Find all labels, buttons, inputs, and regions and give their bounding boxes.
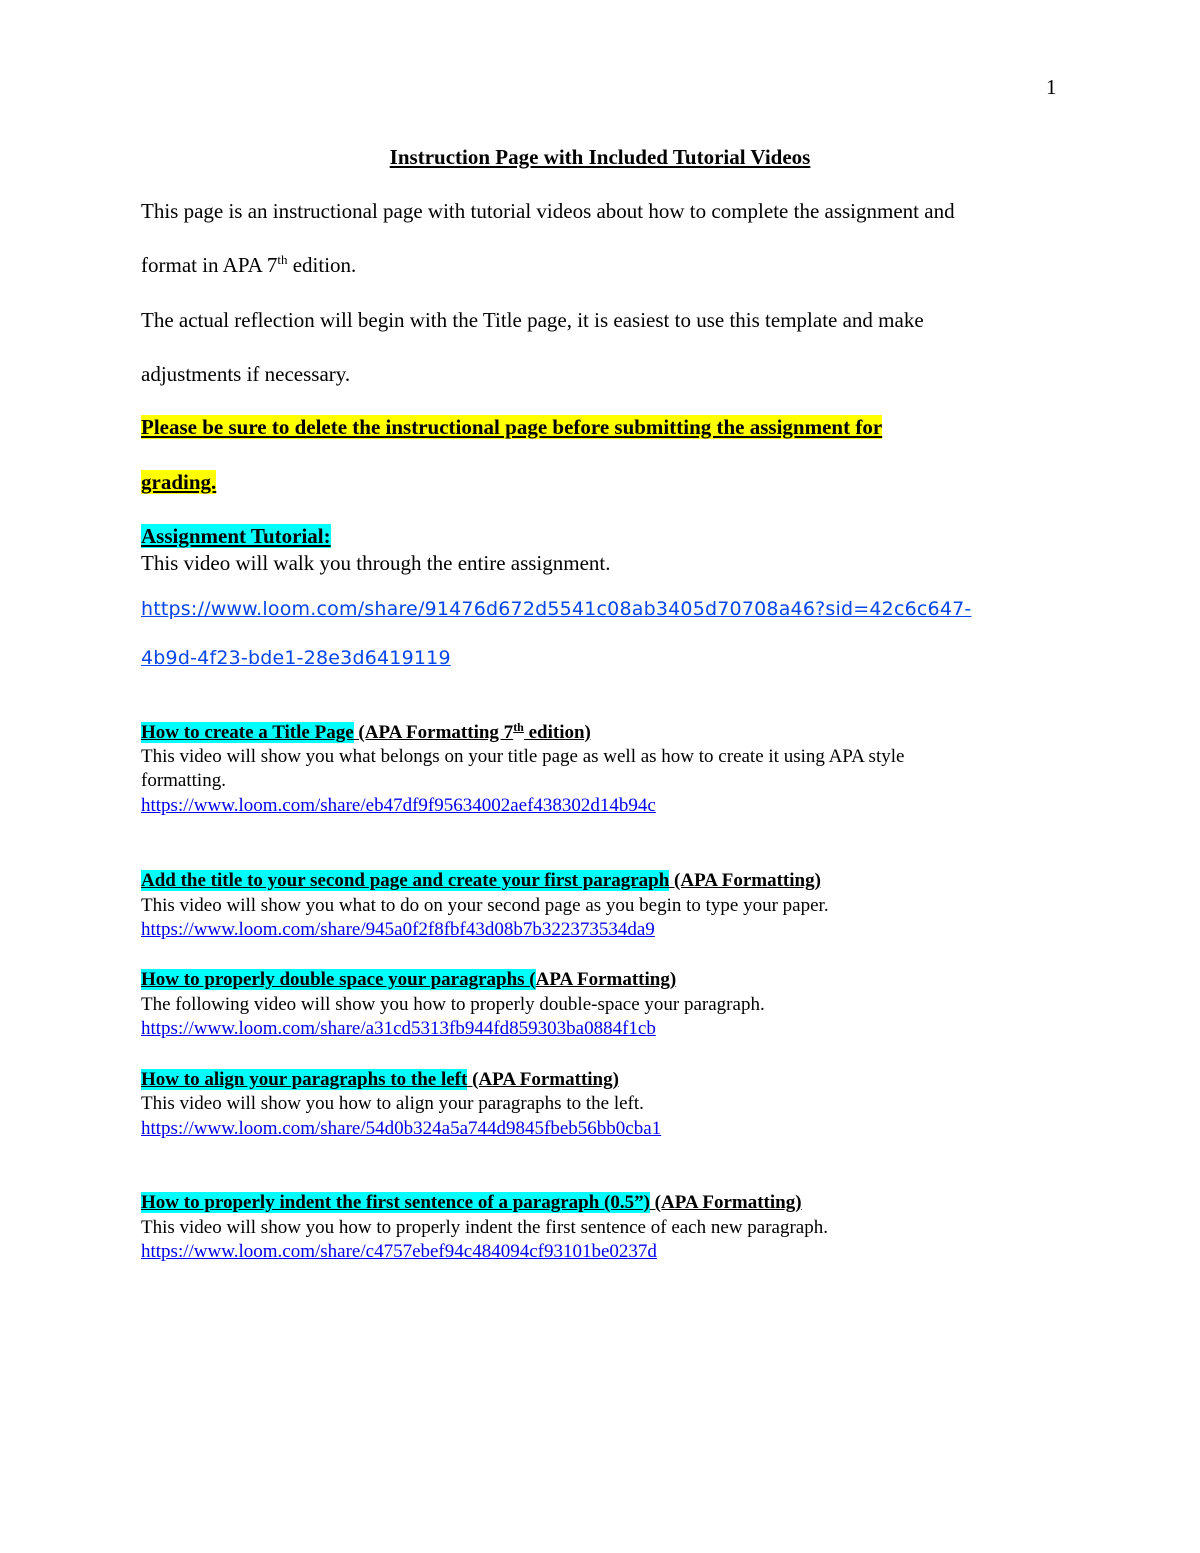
warning-text: Please be sure to delete the instructional page before submitting the assignment for	[141, 415, 883, 439]
tutorial-link-align-left[interactable]: https://www.loom.com/share/54d0b324a5a744d9845fbeb56bb0cba1	[141, 1118, 662, 1139]
tutorial-heading-highlight: How to create a Title Page	[141, 722, 354, 743]
assignment-tutorial-link-line-2[interactable]: 4b9d-4f23-bde1-28e3d6419119	[141, 647, 451, 669]
tutorial-heading-rest: (APA Formatting 7	[353, 722, 514, 743]
tutorial-description-line-2: formatting.	[141, 770, 226, 791]
page-number: 1	[1046, 75, 1057, 99]
warning-line-1	[141, 413, 882, 441]
tutorial-heading-double-space	[141, 968, 676, 992]
tutorial-heading-rest: (APA Formatting)	[467, 1069, 619, 1090]
intro-superscript: th	[277, 252, 288, 267]
tutorial-heading-rest: (APA Formatting)	[649, 1192, 802, 1213]
tutorial-heading-second-page	[141, 869, 821, 893]
assignment-tutorial-link-line-1[interactable]: https://www.loom.com/share/91476d672d5541c08ab3405d70708a46?sid=42c6c647-	[141, 598, 972, 620]
intro-text-end: edition.	[287, 253, 357, 277]
intro-text: format in APA 7	[141, 253, 278, 277]
reflection-line-1: The actual reflection will begin with the Title page, it is easiest to use this template and make	[141, 308, 924, 332]
page-title: Instruction Page with Included Tutorial Videos	[389, 145, 811, 169]
tutorial-heading-highlight: How to properly indent the first sentence of a paragraph (0.5”)	[141, 1192, 650, 1213]
intro-line-2	[141, 251, 356, 279]
tutorial-heading-rest: APA Formatting)	[535, 969, 677, 990]
warning-line-2	[141, 468, 216, 496]
tutorial-description-line-1: This video will show you what belongs on your title page as well as how to create it using APA style	[141, 746, 905, 767]
tutorial-heading-highlight: Add the title to your second page and create your first paragraph	[141, 870, 670, 891]
tutorial-heading-end: edition)	[523, 722, 591, 743]
tutorial-description: This video will show you how to properly indent the first sentence of each new paragraph.	[141, 1217, 828, 1238]
reflection-line-2: adjustments if necessary.	[141, 362, 351, 386]
tutorial-link-indent[interactable]: https://www.loom.com/share/c4757ebef94c484094cf93101be0237d	[141, 1241, 657, 1262]
tutorial-description: This video will show you what to do on your second page as you begin to type your paper.	[141, 895, 829, 916]
intro-line-1: This page is an instructional page with tutorial videos about how to complete the assignment and	[141, 199, 955, 223]
tutorial-description: The following video will show you how to properly double-space your paragraph.	[141, 994, 765, 1015]
assignment-tutorial-description: This video will walk you through the entire assignment.	[141, 551, 611, 575]
assignment-tutorial-heading	[141, 522, 331, 550]
tutorial-link-title-page[interactable]: https://www.loom.com/share/eb47df9f95634002aef438302d14b94c	[141, 795, 656, 816]
tutorial-heading-title-page	[141, 721, 591, 745]
tutorial-heading-indent	[141, 1191, 802, 1215]
tutorial-heading-rest: (APA Formatting)	[669, 870, 821, 891]
tutorial-heading-highlight: How to properly double space your paragraphs (	[141, 969, 536, 990]
tutorial-heading-highlight: How to align your paragraphs to the left	[141, 1069, 468, 1090]
tutorial-heading-superscript: th	[513, 720, 524, 734]
tutorial-heading-align-left	[141, 1068, 619, 1092]
assignment-tutorial-label: Assignment Tutorial:	[141, 524, 331, 548]
tutorial-link-double-space[interactable]: https://www.loom.com/share/a31cd5313fb944fd859303ba0884f1cb	[141, 1018, 656, 1039]
warning-text-end: grading.	[141, 470, 217, 494]
tutorial-link-second-page[interactable]: https://www.loom.com/share/945a0f2f8fbf43d08b7b322373534da9	[141, 919, 655, 940]
tutorial-description: This video will show you how to align your paragraphs to the left.	[141, 1093, 644, 1114]
